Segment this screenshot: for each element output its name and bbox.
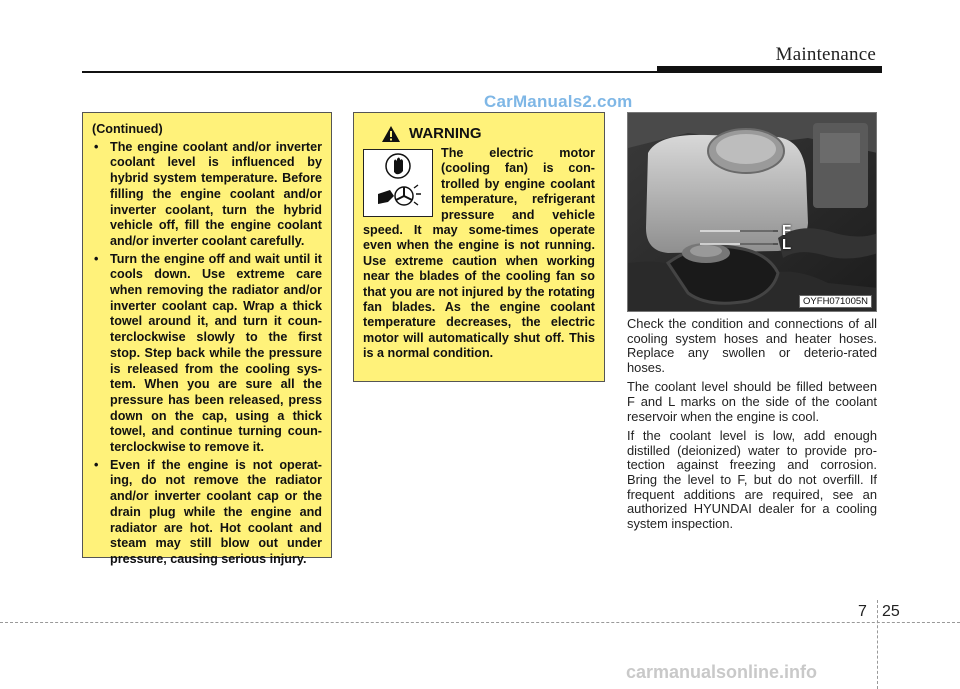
footer-divider [877, 600, 878, 689]
body-paragraph: Check the condition and connections of all cooling system hoses and heater hoses. Replace any swollen or deterio-rated hoses. [627, 316, 877, 375]
header-rule-accent [657, 66, 882, 72]
caution-item [92, 140, 322, 250]
warning-title: WARNING [409, 125, 482, 143]
page-section-number: 7 [858, 603, 867, 620]
body-text [627, 317, 877, 536]
fan-hazard-icon [363, 149, 433, 217]
bullet-icon: • [94, 457, 99, 472]
caution-item [92, 458, 322, 568]
caution-list [92, 140, 322, 568]
full-mark-label: F [782, 222, 792, 239]
page-header-title: Maintenance [775, 44, 876, 65]
warning-triangle-icon [381, 125, 401, 143]
caution-box-continued [82, 112, 332, 566]
body-paragraph: The coolant level should be filled between F and L marks on the side of the coolant reservoir when the engine is cool. [627, 379, 877, 424]
caution-item [92, 252, 322, 456]
warning-text: The electric motor (cooling fan) is con-trolled by engine coolant temperature, refrigerant pressure and vehicle speed. It may some-times operate even when the engine is not running. Use extreme caution when working near the blades of the cooling fan so that you are not injured by the rotating fan blades. As the engine coolant temperature decreases, the electric motor will automatically shut off. This is a normal condition. [363, 146, 595, 361]
bullet-icon: • [94, 139, 99, 154]
fan-hand-icon [378, 185, 421, 205]
bullet-icon: • [94, 251, 99, 266]
warning-header [381, 122, 595, 146]
body-paragraph: If the coolant level is low, add enough distilled (deionized) water to provide pro-tection against freezing and corrosion. Bring the level to F, but do not overfill. If frequent additions are required, see an authorized HYUNDAI dealer for a cooling system inspection. [627, 428, 877, 531]
continued-label: (Continued) [92, 122, 163, 136]
engine-coolant-reservoir-photo [627, 112, 877, 312]
hand-icon [386, 154, 410, 178]
warning-body [363, 146, 595, 362]
watermark-link-bottom[interactable]: carmanualsonline.info [626, 662, 818, 682]
caution-item-text: Turn the engine off and wait until it cools down. Use extreme care when removing the radiator and/or inverter coolant cap. Wrap a thick towel around it, and turn it coun-terclockwise slowly to the first stop. Step back while the pressure is released from the cooling sys-tem. When you are sure all the pressure has been released, press down on the cap, using a thick towel, and continue turning coun-terclockwise to remove it. [110, 251, 322, 455]
engine-bay-illustration [628, 113, 877, 312]
caution-item-text: Even if the engine is not operat-ing, do not remove the radiator and/or inverter coolant cap or the drain plug while the engine and radiator are hot. Hot coolant and steam may still blow out under pressure, causing serious injury. [110, 457, 322, 566]
footer-rule [0, 622, 960, 623]
photo-caption: OYFH071005N [799, 295, 872, 308]
caution-item-text: The engine coolant and/or inverter coolant level is influenced by hybrid system temperature. Before filling the engine coolant and/or inverter coolant, turn the hybrid vehicle off, fill the engine coolant and/or inverter coolant carefully. [110, 139, 322, 248]
warning-box [353, 112, 605, 382]
watermark-link-top[interactable]: CarManuals2.com [484, 92, 633, 111]
low-mark-label: L [782, 236, 792, 253]
page-number: 25 [882, 603, 900, 620]
